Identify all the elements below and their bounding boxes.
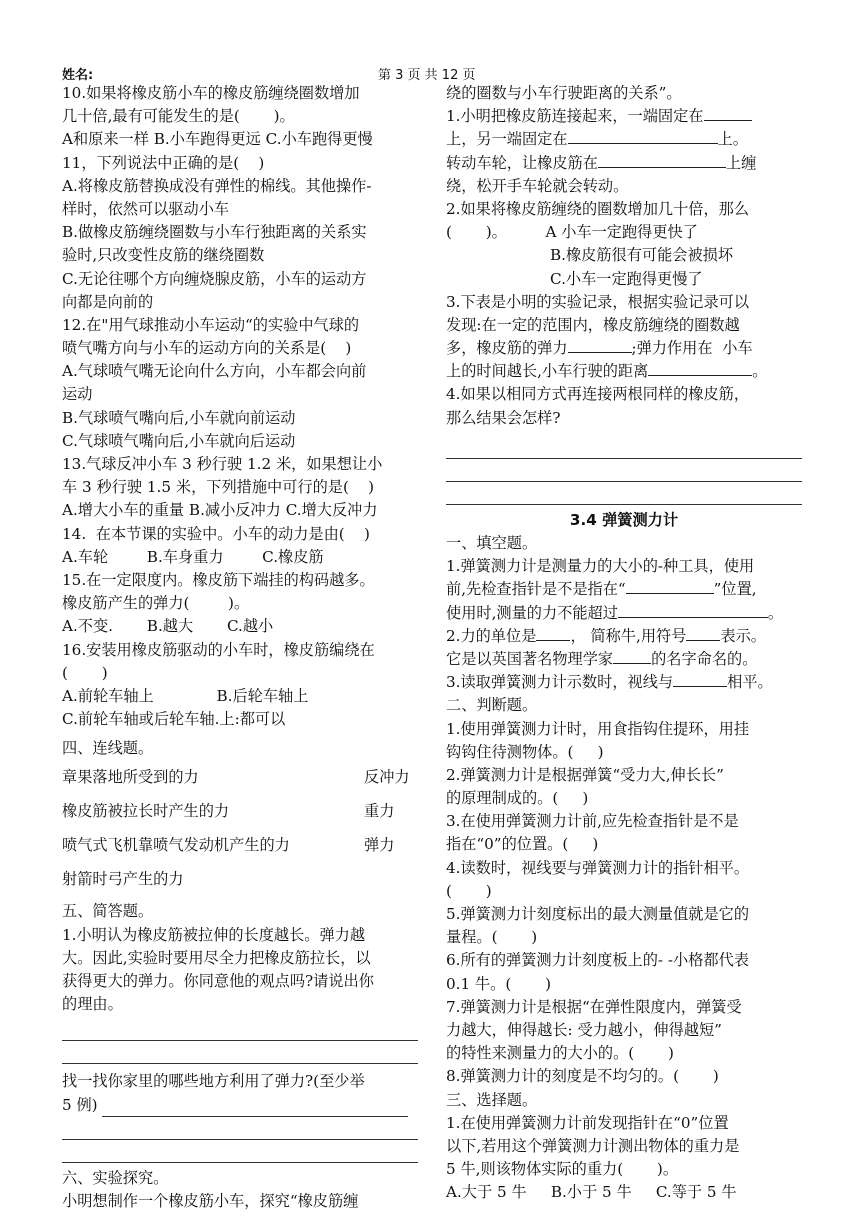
judge-q5-line1: 5.弹簧测力计刻度标出的最大测量值就是它的 [446,905,750,923]
exp-q1-text: 1.小明把橡皮筋连接起来，一端固定在 [446,107,704,126]
judge-q3-line1: 3.在使用弹簧测力计前,应先检查指针是不是 [446,812,739,831]
answer-line[interactable] [62,1142,418,1163]
fill-section-heading: 一、填空题。 [446,534,538,552]
fill-q2-text: 2.力的单位是 [446,626,537,645]
answer-line[interactable] [62,1020,418,1041]
fill-q2-text: 的名字命名的。 [651,649,758,668]
q14-stem: 14. 在本节课的实验中。小车的动力是由( ) [62,524,370,543]
fill-q3-line1 [446,671,802,694]
fill-q2-text: ， 简称牛,用符号 [570,626,687,645]
exp-q2-option-a: ( )。 A 小车一定跑得更快了 [446,223,698,242]
match-right-item: 重力 [364,802,395,821]
choice-q1-options: A.大于 5 牛 B.小于 5 牛 C.等于 5 牛 [446,1183,737,1202]
fill-q2-line1 [446,625,802,648]
q12-option-a1: A.气球喷气嘴无论向什么方向，小车都会向前 [62,362,367,381]
q13-line2: 车 3 秒行驶 1.5 米，下列措施中可行的是( ) [62,478,375,497]
exp-q3-text: 。 [752,362,768,381]
page-number: 第 3 页 共 12 页 [378,68,476,83]
fill-blank[interactable] [536,625,570,641]
matching-row [62,794,418,828]
q15-options: A.不变. B.越大 C.越小 [62,617,274,636]
exp-q1-line3 [446,152,802,175]
q11-option-a1: A.将橡皮筋替换成没有弹性的棉线。其他操作- [62,176,372,195]
exp-q3-line3 [446,337,802,360]
exp-q2-line1: 2.如果将橡皮筋缠绕的圈数增加几十倍，那么 [446,199,750,218]
exp-q3-line2: 发现:在一定的范围内，橡皮筋缠绕的圈数越 [446,315,740,334]
fill-blank[interactable] [704,105,752,121]
q16-line2: ( ) [62,663,108,682]
choice-q1-line2: 以下,若用这个弹簧测力计测出物体的重力是 [446,1136,740,1155]
answer-line[interactable] [446,461,802,482]
match-right-item: 弹力 [364,836,395,855]
exp-q3-text: 上的时间越长,小车行驶的距离 [446,362,649,381]
fill-blank[interactable] [618,602,768,618]
fill-blank[interactable] [686,625,720,641]
q11-option-a2: 样时，依然可以驱动小车 [62,199,230,218]
fill-blank[interactable] [598,152,726,168]
q10-options: A和原来一样 B.小车跑得更远 C.小车跑得更慢 [62,130,373,149]
q16-option-c: C.前轮车轴或后轮车轴.上:都可以 [62,710,286,729]
fill-blank[interactable] [568,337,632,353]
student-name-label: 姓名: [62,68,94,83]
exp-q1-line1 [446,105,802,128]
judge-q1-line2: 钩钩住待测物体。( ) [446,742,604,761]
choice-section-heading: 三、选择题。 [446,1090,538,1109]
answer-line[interactable] [446,484,802,505]
matching-row [62,828,418,862]
judge-q1-line1: 1.使用弹簧测力计时，用食指钩住提环，用挂 [446,719,750,738]
fill-q1-line3 [446,602,802,625]
left-column [62,82,418,1213]
judge-q6-line1: 6.所有的弹簧测力计刻度板上的- -小格都代表 [446,951,749,970]
s5-q1-line4: 的理由。 [62,995,123,1014]
answer-line[interactable] [62,1043,418,1064]
judge-q7-line2: 力越大，伸得越长: 受力越小，伸得越短” [446,1020,722,1039]
fill-blank[interactable] [673,671,727,687]
q13-line1: 13.气球反冲小车 3 秒行驶 1.2 米，如果想让小 [62,455,383,473]
judge-q8: 8.弹簧测力计的刻度是不均匀的。( ) [446,1067,719,1086]
exp-q4-line1: 4.如果以相同方式再连接两根同样的橡皮筋， [446,385,750,404]
judge-q4-line1: 4.读数时，视线要与弹簧测力计的指针相平。 [446,858,750,877]
exp-q3-text: 多，橡皮筋的弹力 [446,339,568,358]
q11-option-b1: B.做橡皮筋缠绕圈数与小车行独距离的关系实 [62,223,367,242]
q15-line1: 15.在一定限度内。橡皮筋下端挂的构码越多。 [62,570,375,589]
fill-q1-text: 。 [767,603,784,622]
s6-line1: 小明想制作一个橡皮筋小车，探究“橡皮筋缠 [62,1191,359,1210]
judge-q4-line2: ( ) [446,881,492,900]
exp-q2-option-c: C.小车一定跑得更慢了 [550,269,703,288]
fill-blank[interactable] [613,648,651,664]
s5-q1-line2: 大。因此,实验时要用尽全力把橡皮筋拉长，以 [62,948,371,967]
exp-q1-text: 上，另一端固定在 [446,130,568,149]
judge-section-heading: 二、判断题。 [446,696,538,715]
match-left-item: 喷气式飞机靠喷气发动机产生的力 [62,836,290,855]
exp-q1-line4: 绕，松开手车轮就会转动。 [446,176,629,195]
choice-q1-line1: 1.在使用弹簧测力计前发现指针在“0”位置 [446,1113,729,1132]
exp-q2-option-b: B.橡皮筋很有可能会被损坏 [550,246,734,265]
answer-line[interactable] [102,1100,408,1117]
fill-q3-text: 相平。 [727,673,773,692]
exp-q1-line2 [446,128,802,151]
exp-q3-line1: 3.下表是小明的实验记录，根据实验记录可以 [446,292,750,311]
fill-q2-text: 表示。 [720,626,766,645]
exp-q3-line4 [446,360,802,383]
fill-q2-line2 [446,648,802,671]
s5-q1-line3: 获得更大的弹力。你同意他的观点吗?请说出你 [62,972,374,990]
q14-options: A.车轮 B.车身重力 C.橡皮筋 [62,547,324,566]
s5-q2-line1: 找一找你家里的哪些地方利用了弹力?(至少举 [62,1072,365,1091]
match-right-item: 反冲力 [364,768,410,787]
choice-q1-line3: 5 牛,则该物体实际的重力( )。 [446,1160,679,1179]
q11-option-b2: 验时,只改变性皮筋的继绕圈数 [62,246,265,265]
section-title: 3.4 弹簧测力计 [569,510,679,529]
s5-q2-line2-row [62,1094,418,1117]
fill-q1-line1: 1.弹簧测力计是测量力的大小的-种工具，使用 [446,557,755,576]
exp-q1-text: 上。 [717,130,748,149]
judge-q2-line1: 2.弹簧测力计是根据弹簧“受力大,伸长长” [446,765,724,784]
match-left-item: 橡皮筋被拉长时产生的力 [62,802,230,821]
judge-q7-line1: 7.弹簧测力计是根据“在弹性限度内，弹簧受 [446,997,742,1016]
q16-line1: 16.安装用橡皮筋驱动的小车时，橡皮筋编绕在 [62,640,375,659]
exp-q4-line2: 那么结果会怎样? [446,408,561,427]
fill-blank[interactable] [626,578,714,594]
q12-line2: 喷气嘴方向与小车的运动方向的关系是( ) [62,339,352,358]
judge-q5-line2: 量程。( ) [446,928,538,947]
q10-line1: 10.如果将橡皮筋小车的橡皮筋缠绕圈数增加 [62,84,360,102]
q12-option-b: B.气球喷气嘴向后,小车就向前运动 [62,408,296,427]
match-left-item: 射箭时弓产生的力 [62,870,184,889]
q16-options-ab: A.前轮车轴上 B.后轮车轴上 [62,686,309,705]
fill-blank[interactable] [568,128,718,144]
judge-q2-line2: 的原理制成的。( ) [446,789,589,808]
q13-options: A.增大小车的重量 B.减小反冲力 C.增大反冲力 [62,501,378,520]
q12-option-c: C.气球喷气嘴向后,小车就向后运动 [62,431,296,450]
answer-line[interactable] [62,1119,418,1140]
fill-q1-text: ”位置, [713,580,757,599]
fill-q1-text: 前,先检查指针是不是指在“ [446,580,626,599]
section-5-heading: 五、简答题。 [62,902,154,921]
judge-q6-line2: 0.1 牛。( ) [446,974,551,993]
q11-option-c2: 向都是向前的 [62,292,154,311]
right-column [446,82,802,1204]
fill-q1-text: 使用时,测量的力不能超过 [446,603,618,622]
section-6-heading: 六、实验探究。 [62,1168,169,1187]
answer-line[interactable] [446,438,802,459]
fill-q1-line2 [446,578,802,601]
exp-line1: 绕的圈数与小车行驶距离的关系”。 [446,84,682,102]
judge-q7-line3: 的特性来测量力的大小的。( ) [446,1044,674,1063]
fill-q3-text: 3.读取弹簧测力计示数时，视线与 [446,673,674,692]
s5-q1-line1: 1.小明认为橡皮筋被拉伸的长度越长。弹力越 [62,925,366,944]
q15-line2: 橡皮筋产生的弹力( )。 [62,594,250,613]
fill-blank[interactable] [648,360,752,376]
matching-row [62,760,418,794]
q10-line2: 几十倍,最有可能发生的是( )。 [62,107,295,126]
q12-option-a2: 运动 [62,385,93,404]
s5-q2-line2: 5 例) [62,1095,98,1114]
q11-option-c1: C.无论往哪个方向缠烧腺皮筋，小车的运动方 [62,269,367,288]
match-left-item: 章果落地所受到的力 [62,768,199,787]
exp-q1-text: 上缠 [725,153,757,172]
fill-q2-text: 它是以英国著名物理学家 [446,649,614,668]
judge-q3-line2: 指在“0”的位置。( ) [446,835,599,854]
q12-line1: 12.在"用气球推动小车运动“的实验中气球的 [62,315,360,334]
matching-row [62,862,418,896]
q11-stem: 11，下列说法中正确的是( ) [62,153,265,172]
exp-q3-text: ;弹力作用在 小车 [631,339,753,358]
exp-q1-text: 转动车轮，让橡皮筋在 [446,153,598,172]
section-4-heading: 四、连线题。 [62,739,154,758]
